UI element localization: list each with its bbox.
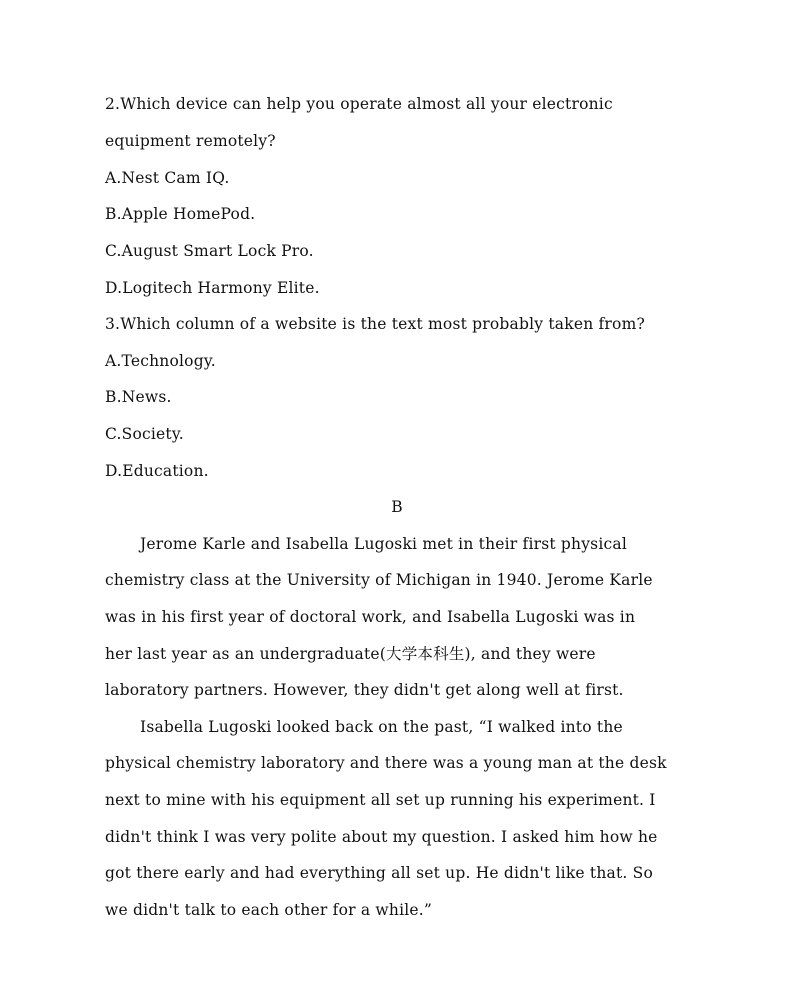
passage-p2-line-5: got there early and had everything all set up. He didn't like that. So — [105, 864, 654, 882]
passage-p2-line-3: next to mine with his equipment all set up running his experiment. I — [105, 791, 656, 809]
passage-p2-line-2: physical chemistry laboratory and there was a young man at the desk — [105, 754, 667, 772]
question-3-option-c: C.Society. — [105, 425, 184, 443]
question-2-option-b: B.Apple HomePod. — [105, 205, 256, 223]
passage-p1-line-1: Jerome Karle and Isabella Lugoski met in their first physical — [140, 535, 627, 553]
question-2-option-c: C.August Smart Lock Pro. — [105, 242, 314, 260]
question-2-stem-line-2: equipment remotely? — [105, 132, 276, 150]
passage-p1-line-2: chemistry class at the University of Michigan in 1940. Jerome Karle — [105, 571, 653, 589]
question-2-option-d: D.Logitech Harmony Elite. — [105, 279, 320, 297]
question-3-option-a: A.Technology. — [105, 352, 216, 370]
passage-p2-line-1: Isabella Lugoski looked back on the past, “I walked into the — [140, 718, 623, 736]
passage-p2-line-4: didn't think I was very polite about my question. I asked him how he — [105, 828, 658, 846]
passage-p1-line-4: her last year as an undergraduate(大学本科生), and they were — [105, 645, 596, 663]
passage-p2-line-6: we didn't talk to each other for a while.” — [105, 901, 433, 919]
passage-p1-line-3: was in his first year of doctoral work, and Isabella Lugoski was in — [105, 608, 636, 626]
question-2-stem-line-1: 2.Which device can help you operate almost all your electronic — [105, 95, 613, 113]
question-3-stem: 3.Which column of a website is the text most probably taken from? — [105, 315, 645, 333]
section-heading: B — [391, 498, 403, 516]
question-3-option-d: D.Education. — [105, 462, 209, 480]
question-2-option-a: A.Nest Cam IQ. — [105, 169, 230, 187]
passage-p1-line-5: laboratory partners. However, they didn't get along well at first. — [105, 681, 624, 699]
question-3-option-b: B.News. — [105, 388, 172, 406]
